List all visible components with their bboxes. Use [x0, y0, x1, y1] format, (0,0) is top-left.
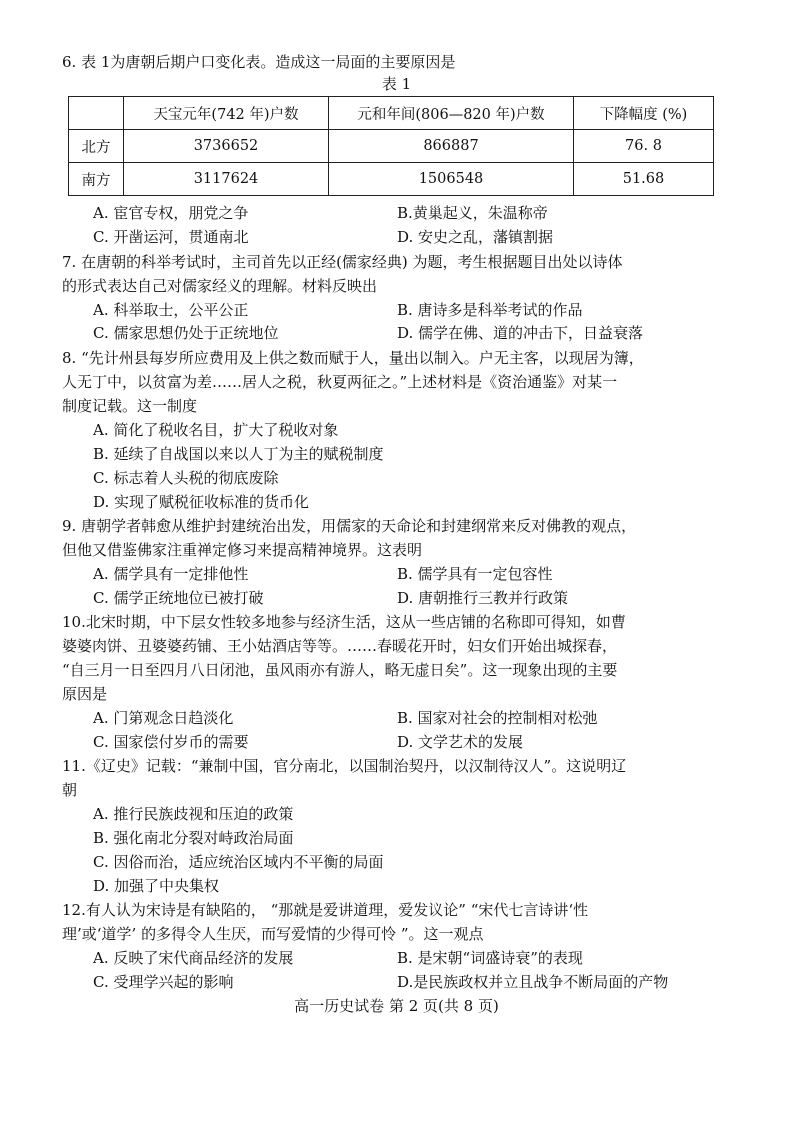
table-caption: 表 1	[381, 75, 412, 93]
q8-stem-line: 8. “先计州县每岁所应费用及上供之数而赋于人，量出以制入。户无主客，以现居为簿，	[62, 349, 644, 367]
q10-option-a[interactable]: A. 门第观念日趋淡化	[93, 709, 234, 727]
q7-stem-line: 7. 在唐朝的科举考试时，主司首先以正经(儒家经典) 为题，考生根据题目出处以诗体	[62, 253, 623, 271]
q8-option-a[interactable]: A. 简化了税收名目，扩大了税收对象	[93, 421, 339, 439]
q10-stem-line: 原因是	[62, 685, 108, 703]
q10-option-c[interactable]: C. 国家偿付岁币的需要	[93, 733, 249, 751]
q9-option-c[interactable]: C. 儒学正统地位已被打破	[93, 589, 264, 607]
q6-option-d[interactable]: D. 安史之乱，藩镇割据	[397, 228, 554, 246]
table-cell: 南方	[69, 163, 124, 196]
q12-option-d[interactable]: D.是民族政权并立且战争不断局面的产物	[397, 973, 669, 991]
table-cell: 76. 8	[574, 130, 714, 163]
q10-stem-line: 婆婆肉饼、丑婆婆药铺、王小姑酒店等等。……春暖花开时，妇女们开始出城探春，	[62, 637, 618, 655]
q7-option-c[interactable]: C. 儒家思想仍处于正统地位	[93, 324, 279, 342]
q9-option-d[interactable]: D. 唐朝推行三教并行政策	[397, 589, 569, 607]
q11-option-c[interactable]: C. 因俗而治，适应统治区域内不平衡的局面	[93, 853, 384, 871]
table-row	[69, 163, 714, 196]
table-header-cell: 元和年间(806—820 年)户数	[329, 97, 574, 130]
table-header-cell: 天宝元年(742 年)户数	[124, 97, 329, 130]
q12-option-a[interactable]: A. 反映了宋代商品经济的发展	[93, 949, 294, 967]
table-header-cell: 下降幅度 (%)	[574, 97, 714, 130]
q10-option-b[interactable]: B. 国家对社会的控制相对松弛	[397, 709, 598, 727]
q6-option-b[interactable]: B.黄巢起义，朱温称帝	[397, 204, 548, 222]
q10-stem-line: “自三月一日至四月八日闭池，虽风雨亦有游人，略无虚日矣”。这一现象出现的主要	[62, 661, 618, 679]
household-table	[68, 96, 714, 196]
q6-option-c[interactable]: C. 开凿运河，贯通南北	[93, 228, 249, 246]
q12-stem-line: 12.有人认为宋诗是有缺陷的， “那就是爱讲道理，爱发议论” “宋代七言诗讲‘性	[62, 901, 589, 919]
q8-stem-line: 人无丁中，以贫富为差……居人之税，秋夏两征之。”上述材料是《资治通鉴》对某一	[62, 373, 618, 391]
page-footer: 高一历史试卷 第 2 页(共 8 页)	[294, 997, 499, 1015]
q11-option-d[interactable]: D. 加强了中央集权	[93, 877, 220, 895]
q12-stem-line: 理’或‘道学’ 的多得令人生厌，而写爱情的少得可怜 ”。这一观点	[62, 925, 484, 943]
q12-option-b[interactable]: B. 是宋朝“词盛诗衰”的表现	[397, 949, 583, 967]
q6-option-a[interactable]: A. 宦官专权，朋党之争	[93, 204, 249, 222]
q12-option-c[interactable]: C. 受理学兴起的影响	[93, 973, 234, 991]
q6-stem: 6. 表 1为唐朝后期户口变化表。造成这一局面的主要原因是	[62, 53, 456, 71]
q9-stem-line: 9. 唐朝学者韩愈从维护封建统治出发，用儒家的天命论和封建纲常来反对佛教的观点，	[62, 517, 637, 535]
table-header-row	[69, 97, 714, 130]
table-cell: 3117624	[124, 163, 329, 196]
q11-option-a[interactable]: A. 推行民族歧视和压迫的政策	[93, 805, 294, 823]
q7-option-a[interactable]: A. 科举取士，公平公正	[93, 301, 249, 319]
q9-option-b[interactable]: B. 儒学具有一定包容性	[397, 565, 553, 583]
table-cell: 北方	[69, 130, 124, 163]
q10-stem-line: 10.北宋时期，中下层女性较多地参与经济生活，这从一些店铺的名称即可得知，如曹	[62, 613, 626, 631]
q8-option-d[interactable]: D. 实现了赋税征收标准的货币化	[93, 493, 310, 511]
table-cell: 866887	[329, 130, 574, 163]
table-cell: 1506548	[329, 163, 574, 196]
table-cell: 3736652	[124, 130, 329, 163]
q10-option-d[interactable]: D. 文学艺术的发展	[397, 733, 524, 751]
q11-stem-line: 朝	[62, 781, 78, 799]
q8-option-b[interactable]: B. 延续了自战国以来以人丁为主的赋税制度	[93, 445, 384, 463]
q11-stem-line: 11.《辽史》记载：“兼制中国，官分南北，以国制治契丹，以汉制待汉人”。这说明辽	[62, 757, 627, 775]
table-row	[69, 130, 714, 163]
q7-stem-line: 的形式表达自己对儒家经义的理解。材料反映出	[62, 277, 378, 295]
q7-option-b[interactable]: B. 唐诗多是科举考试的作品	[397, 301, 583, 319]
table-header-cell	[69, 97, 124, 130]
q9-option-a[interactable]: A. 儒学具有一定排他性	[93, 565, 249, 583]
q8-option-c[interactable]: C. 标志着人头税的彻底废除	[93, 469, 279, 487]
q11-option-b[interactable]: B. 强化南北分裂对峙政治局面	[93, 829, 294, 847]
q7-option-d[interactable]: D. 儒学在佛、道的冲击下，日益衰落	[397, 324, 644, 342]
q8-stem-line: 制度记载。这一制度	[62, 397, 198, 415]
q9-stem-line: 但他又借鉴佛家注重禅定修习来提高精神境界。这表明	[62, 541, 423, 559]
table-cell: 51.68	[574, 163, 714, 196]
